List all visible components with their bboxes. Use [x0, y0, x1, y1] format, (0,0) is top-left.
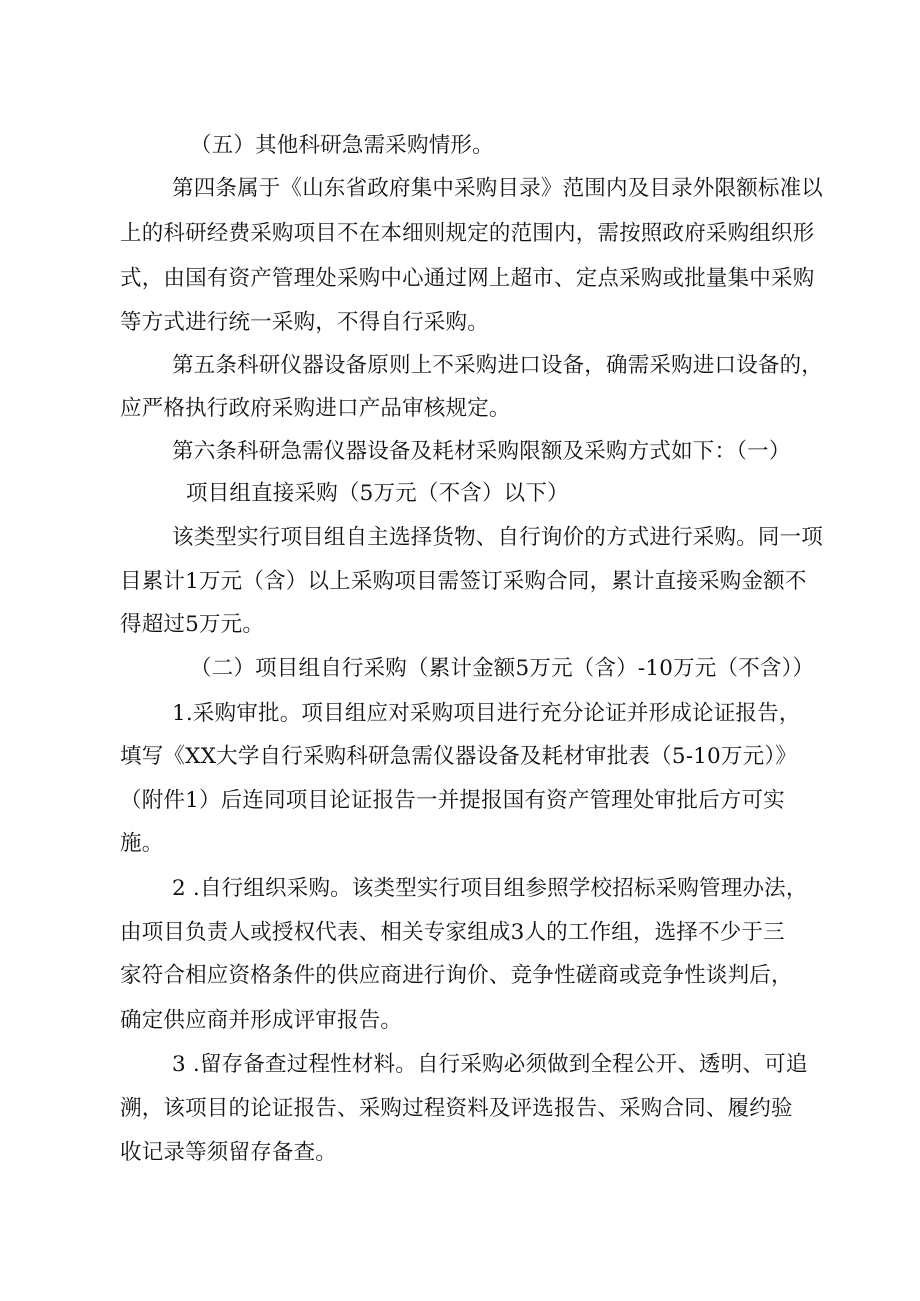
step-1-line-1: 1.采购审批。项目组应对采购项目进行充分论证并形成论证报告，	[172, 701, 801, 726]
step-3-line-3: 收记录等须留存备查。	[120, 1140, 338, 1165]
direct-purchase-line-1: 该类型实行项目组自主选择货物、自行询价的方式进行采购。同一项	[172, 525, 824, 550]
step-1-line-2: 填写《XX大学自行采购科研急需仪器设备及耗材审批表（5-10万元）》	[120, 744, 797, 769]
step-2-line-3: 家符合相应资格条件的供应商进行询价、竞争性磋商或竞争性谈判后，	[120, 963, 793, 988]
step-2-line-1: 2 .自行组织采购。该类型实行项目组参照学校招标采购管理办法，	[172, 876, 808, 901]
item-5-line-1: （五）其他科研急需采购情形。	[190, 133, 494, 158]
article-5-line-1: 第五条科研仪器设备原则上不采购进口设备，确需采购进口设备的，	[172, 353, 824, 378]
direct-purchase-line-2: 目累计1万元（含）以上采购项目需签订采购合同，累计直接采购金额不	[120, 569, 807, 594]
step-1-line-3: （附件1）后连同项目论证报告一并提报国有资产管理处审批后方可实	[120, 788, 785, 813]
article-6-line-1: 第六条科研急需仪器设备及耗材采购限额及采购方式如下：（一）	[172, 439, 791, 464]
article-5-line-2: 应严格执行政府采购进口产品审核规定。	[120, 396, 511, 421]
step-2-line-2: 由项目负责人或授权代表、相关专家组成3人的工作组，选择不少于三	[120, 920, 785, 945]
step-1-line-4: 施。	[120, 831, 164, 856]
article-6-line-2: 项目组直接采购（5万元（不含）以下）	[186, 481, 569, 506]
article-4-line-3: 式，由国有资产管理处采购中心通过网上超市、定点采购或批量集中采购	[120, 266, 815, 291]
step-3-line-2: 溯，该项目的论证报告、采购过程资料及评选报告、采购合同、履约验	[120, 1096, 793, 1121]
step-3-line-1: 3 .留存备查过程性材料。自行采购必须做到全程公开、透明、可追	[172, 1052, 808, 1077]
direct-purchase-line-3: 得超过5万元。	[120, 612, 265, 637]
article-4-line-4: 等方式进行统一采购，不得自行采购。	[120, 310, 489, 335]
article-4-line-2: 上的科研经费采购项目不在本细则规定的范围内，需按照政府采购组织形	[120, 221, 815, 246]
step-2-line-4: 确定供应商并形成评审报告。	[120, 1008, 403, 1033]
self-purchase-heading: （二）项目组自行采购（累计金额5万元（含）-10万元（不含））	[190, 656, 815, 681]
article-4-line-1: 第四条属于《山东省政府集中采购目录》范围内及目录外限额标准以	[172, 176, 824, 201]
